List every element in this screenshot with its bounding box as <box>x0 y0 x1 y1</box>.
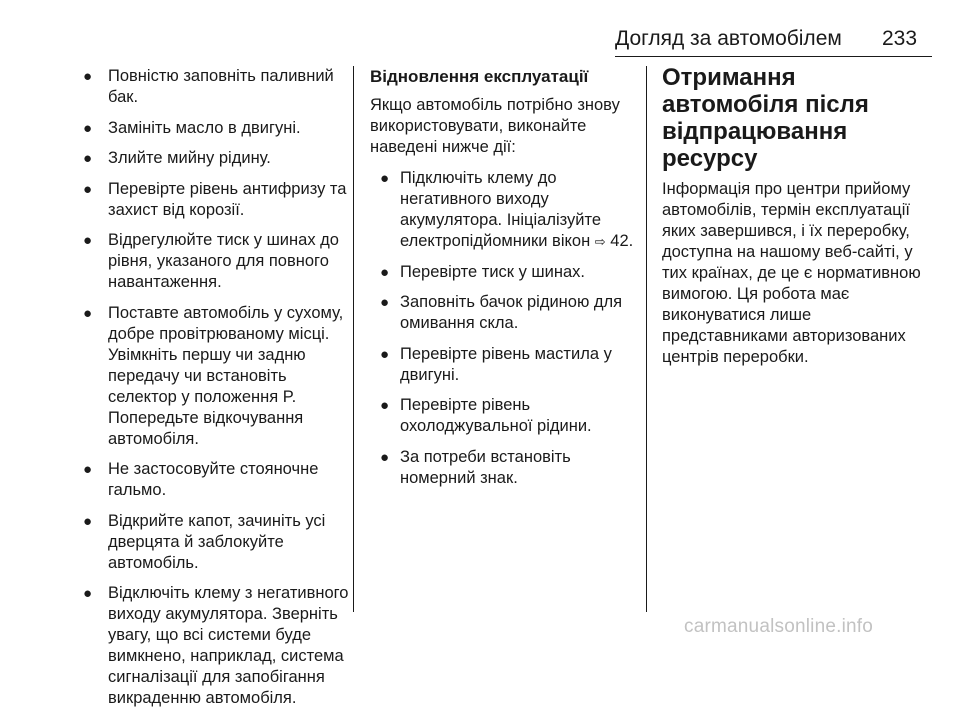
bullet-icon: ● <box>380 263 390 281</box>
bullet-icon: ● <box>380 448 390 466</box>
bullet-icon: ● <box>83 461 93 478</box>
list-item: ● Повністю заповніть паливний бак. <box>83 67 334 106</box>
page-reference[interactable]: 42. <box>610 232 634 250</box>
list-item: ● Перевірте рівень антифризу та захист від корозії. <box>83 179 347 219</box>
section-title: Догляд за автомобілем <box>615 27 842 50</box>
section-heading-large: Отримання автомобіля після відпрацювання ресурсу <box>662 64 869 172</box>
watermark: carmanualsonline.info <box>684 616 874 637</box>
bullet-icon: ● <box>380 345 390 363</box>
bullet-icon: ● <box>83 180 93 198</box>
bullet-icon: ● <box>83 150 93 167</box>
recommission-steps-list <box>370 168 635 489</box>
column-divider-1 <box>353 66 354 612</box>
page-reference-arrow-icon: ⇨ <box>594 234 606 249</box>
list-item: ● Перевірте рівень мастила у двигуні. <box>380 344 612 384</box>
bullet-icon: ● <box>83 68 93 85</box>
bullet-icon: ● <box>83 585 93 602</box>
page-number: 233 <box>882 27 918 50</box>
header-rule <box>615 56 932 57</box>
bullet-icon: ● <box>380 397 390 414</box>
list-item: ● Відкрийте капот, зачиніть усі дверцята й заблокуйте автомобіль. <box>83 511 326 572</box>
bullet-icon: ● <box>83 232 93 249</box>
column-2 <box>370 66 635 498</box>
column-divider-2 <box>646 66 647 612</box>
list-item: ● Відрегулюйте тиск у шинах до рівня, указаного для повного навантаження. <box>83 231 339 291</box>
storage-steps-list <box>79 66 349 709</box>
column-3 <box>662 66 932 378</box>
list-item: ● Поставте автомобіль у сухому, добре провітрюваному місці. Увімкніть першу чи задню передачу чи встановіть селектор у положення P. Попередьте відкочування автомобіля. <box>83 303 344 448</box>
intro-paragraph: Якщо автомобіль потрібно знову використовувати, виконайте наведені нижче дії: <box>370 96 620 156</box>
list-item: ● Злийте мийну рідину. <box>83 149 271 167</box>
bullet-icon: ● <box>380 294 390 311</box>
list-item: ● Перевірте тиск у шинах. <box>380 262 586 281</box>
list-item: ● За потреби встановіть номерний знак. <box>380 447 571 487</box>
list-item: ● Не застосовуйте стояночне гальмо. <box>83 460 319 499</box>
list-item: ● Відключіть клему з негативного виходу акумулятора. Зверніть увагу, що всі системи буде вимкнено, наприклад, система сигналізації для запобігання викраденню автомобіля. <box>83 584 349 707</box>
bullet-icon: ● <box>83 304 93 322</box>
list-item: ● Заповніть бачок рідиною для омивання скла. <box>380 293 623 332</box>
list-item: ● Підключіть клему до негативного виходу акумулятора. Ініціалізуйте електропідйомники вікон ⇨ 42. <box>380 169 634 250</box>
bullet-icon: ● <box>83 119 93 137</box>
section-heading: Відновлення експлуатації <box>370 67 589 86</box>
list-item: ● Перевірте рівень охолоджувальної рідини. <box>380 396 592 435</box>
bullet-icon: ● <box>83 512 93 530</box>
page-header <box>0 0 960 58</box>
bullet-icon: ● <box>380 170 390 187</box>
body-paragraph: Інформація про центри прийому автомобілів, термін експлуатації яких завершився, і їх переробку, доступна на нашому веб-сайті, у тих країнах, де це є нормативною вимогою. Ця робота має виконуватися лише представниками авторизованих центрів переробки. <box>662 180 921 366</box>
list-item: ● Замініть масло в двигуні. <box>83 118 301 137</box>
column-1 <box>79 66 349 719</box>
